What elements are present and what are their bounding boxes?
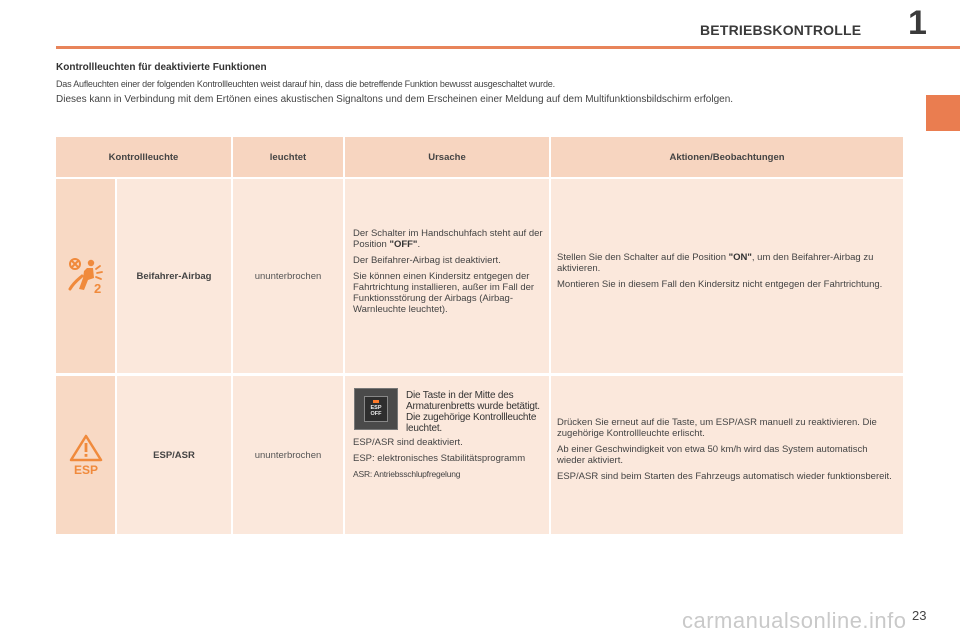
airbag-action-1: Stellen Sie den Schalter auf die Position "ON", um den Beifahrer-Airbag zu aktivieren. [557,252,874,274]
col-header-ursache: Ursache [345,137,549,177]
esp-warning-icon [68,434,104,476]
airbag-cause-3: Sie können einen Kindersitz entgegen der Fahrtrichtung installieren, außer im Fall der Funktionsstörung der Airbags (Airbag-Warnleuchte leuchtet). [353,270,535,315]
esp-key-label-bottom: OFF [370,411,382,418]
airbag-action-2: Montieren Sie in diesem Fall den Kindersitz nicht entgegen der Fahrtrichtung. [557,278,883,290]
esp-name: ESP/ASR [117,376,231,534]
esp-key-caption: Die Taste in der Mitte des Armaturenbretts wurde betätigt. Die zugehörige Kontrollleuchte leuchtet. [406,390,540,434]
watermark: carmanualsonline.info [682,608,907,633]
col-header-leuchtet: leuchtet [233,137,343,177]
airbag-lit-status: ununterbrochen [233,179,343,373]
esp-action-1: Drücken Sie erneut auf die Taste, um ESP/ASR manuell zu reaktivieren. Die zugehörige Kontrollleuchte erlischt. [557,417,877,439]
chapter-side-tab [926,95,960,131]
airbag-cause-2: Der Beifahrer-Airbag ist deaktiviert. [353,254,501,266]
esp-icon-label: ESP [73,463,98,476]
airbag-icon-cell [56,179,115,373]
esp-off-button-image [354,388,398,430]
airbag-name: Beifahrer-Airbag [117,179,231,373]
passenger-airbag-off-icon [66,256,106,296]
page-number: 23 [912,608,927,623]
header-divider [56,46,960,49]
esp-action-cell [551,376,903,534]
chapter-number: 1 [908,4,927,42]
airbag-cause-cell [345,179,549,373]
esp-key-label-top: ESP [370,405,382,411]
intro-text-1: Das Aufleuchten einer der folgenden Kontrollleuchten weist darauf hin, dass die betreffende Funktion bewusst ausgeschaltet wurde. [56,79,555,89]
esp-icon-cell [56,376,115,534]
section-heading: Kontrollleuchten für deaktivierte Funktionen [56,62,267,73]
esp-cause-1: ESP/ASR sind deaktiviert. [353,437,463,448]
page-header-title: BETRIEBSKONTROLLE [700,22,862,38]
esp-lit-status: ununterbrochen [233,376,343,534]
svg-text:2: 2 [93,281,101,296]
esp-button-led [373,400,379,403]
esp-action-2: Ab einer Geschwindigkeit von etwa 50 km/h wird das System automatisch wieder aktiviert. [557,443,868,466]
airbag-cause-1: Der Schalter im Handschuhfach steht auf der Position "OFF". [353,228,543,250]
esp-cause-2: ESP: elektronisches Stabilitätsprogramm [353,452,526,464]
intro-text-2: Dieses kann in Verbindung mit dem Ertönen eines akustischen Signaltons und dem Erscheinen einer Meldung auf dem Multifunktionsbildschirm erfolgen. [56,94,734,105]
esp-cause-3: ASR: Antriebsschlupfregelung [353,468,461,479]
airbag-action-cell [551,179,903,373]
col-header-kontrollleuchte: Kontrollleuchte [56,137,231,177]
col-header-aktionen: Aktionen/Beobachtungen [551,137,903,177]
esp-action-3: ESP/ASR sind beim Starten des Fahrzeugs automatisch wieder funktionsbereit. [557,470,892,482]
